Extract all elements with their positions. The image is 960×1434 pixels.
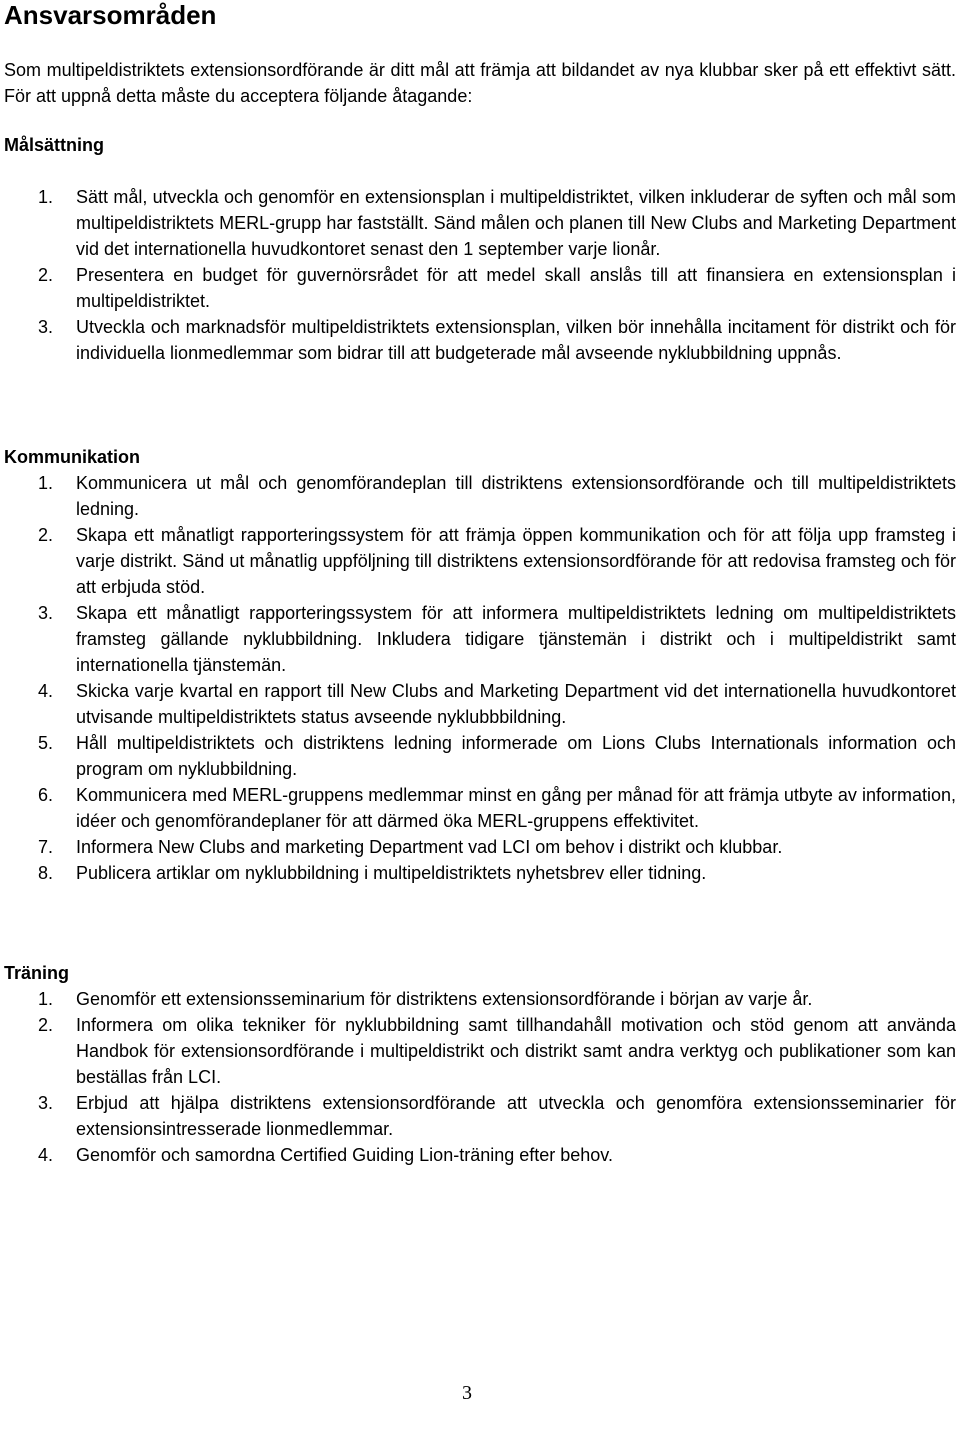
list-item [0, 678, 956, 730]
list-item [0, 314, 956, 366]
list-item-text: Genomför och samordna Certified Guiding Lion-träning efter behov. [76, 1145, 613, 1165]
list-item [0, 1090, 956, 1142]
list-item-number: 3. [38, 603, 54, 623]
list-item-text: Skapa ett månatligt rapporteringssystem för att främja öppen kommunikation och för att följa upp framsteg i varje distrikt. Sänd ut månatlig uppföljning till distriktens extensionsordförande för att redovisa framsteg och för att erbjuda stöd. [76, 525, 956, 597]
list-item-number: 3. [38, 317, 54, 337]
list-item-number: 6. [38, 785, 54, 805]
list-item-number: 4. [38, 1145, 54, 1165]
list-item-number: 7. [38, 837, 54, 857]
malsattning-list [0, 184, 956, 366]
list-item-text: Skapa ett månatligt rapporteringssystem för att informera multipeldistriktets ledning om multipeldistriktets framsteg gällande nyklubbildning. Inkludera tidigare tjänstemän i distrikt och i multipeldistrikt samt internationella tjänstemän. [76, 603, 956, 675]
list-item [0, 730, 956, 782]
list-item-text: Informera om olika tekniker för nyklubbildning samt tillhandahåll motivation och stöd genom att använda Handbok för extensionsordförande i multipeldistrikt och distrikt samt andra verktyg och publikationer som kan beställas från LCI. [76, 1015, 956, 1087]
section-heading-malsattning: Målsättning [4, 135, 105, 155]
list-item [0, 986, 956, 1012]
list-item [0, 522, 956, 600]
list-item-number: 4. [38, 681, 54, 701]
list-item-number: 1. [38, 473, 54, 493]
list-item [0, 782, 956, 834]
list-item-number: 5. [38, 733, 54, 753]
list-item-text: Presentera en budget för guvernörsrådet för att medel skall anslås till att finansiera en extensionsplan i multipeldistriktet. [76, 265, 956, 311]
list-item-number: 2. [38, 525, 54, 545]
list-item-text: Publicera artiklar om nyklubbildning i multipeldistriktets nyhetsbrev eller tidning. [76, 863, 707, 883]
list-item-number: 1. [38, 989, 54, 1009]
list-item-number: 2. [38, 1015, 54, 1035]
list-item [0, 834, 956, 860]
list-item [0, 470, 956, 522]
list-item-number: 8. [38, 863, 54, 883]
list-item [0, 1142, 956, 1168]
list-item-text: Skicka varje kvartal en rapport till New Clubs and Marketing Department vid det internationella huvudkontoret utvisande multipeldistriktets status avseende nyklubbbildning. [76, 681, 956, 727]
list-item [0, 1012, 956, 1090]
kommunikation-list [0, 470, 956, 886]
list-item-text: Erbjud att hjälpa distriktens extensionsordförande att utveckla och genomföra extensionsseminarier för extensionsintresserade lionmedlemmar. [76, 1093, 956, 1139]
list-item-number: 1. [38, 187, 54, 207]
list-item-text: Kommunicera ut mål och genomförandeplan till distriktens extensionsordförande och till multipeldistriktets ledning. [76, 473, 956, 519]
page-number: 3 [462, 1382, 472, 1404]
list-item-text: Kommunicera med MERL-gruppens medlemmar minst en gång per månad för att främja utbyte av information, idéer och genomförandeplaner för att därmed öka MERL-gruppens effektivitet. [76, 785, 956, 831]
list-item [0, 860, 956, 886]
traning-list [0, 986, 956, 1168]
section-heading-traning: Träning [4, 963, 70, 983]
list-item-text: Genomför ett extensionsseminarium för distriktens extensionsordförande i början av varje år. [76, 989, 813, 1009]
list-item [0, 600, 956, 678]
list-item-text: Utveckla och marknadsför multipeldistriktets extensionsplan, vilken bör innehålla incitament för distrikt och för individuella lionmedlemmar som bidrar till att budgeterade mål avseende nyklubbildning uppnås. [76, 317, 956, 363]
list-item [0, 262, 956, 314]
list-item-text: Informera New Clubs and marketing Department vad LCI om behov i distrikt och klubbar. [76, 837, 783, 857]
list-item-text: Håll multipeldistriktets och distriktens ledning informerade om Lions Clubs Internationals information och program om nyklubbildning. [76, 733, 956, 779]
intro-paragraph: Som multipeldistriktets extensionsordförande är ditt mål att främja att bildandet av nya klubbar sker på ett effektivt sätt. För att uppnå detta måste du acceptera följande åtagande: [4, 60, 956, 106]
section-heading-kommunikation: Kommunikation [4, 447, 141, 467]
page-title: Ansvarsområden [4, 0, 217, 30]
list-item-number: 2. [38, 265, 54, 285]
list-item-text: Sätt mål, utveckla och genomför en extensionsplan i multipeldistriktet, vilken inkluderar de syften och mål som multipeldistriktets MERL-grupp har fastställt. Sänd målen och planen till New Clubs and Marketing Department vid det internationella huvudkontoret senast den 1 september varje lionår. [76, 187, 956, 259]
list-item-number: 3. [38, 1093, 54, 1113]
list-item [0, 184, 956, 262]
